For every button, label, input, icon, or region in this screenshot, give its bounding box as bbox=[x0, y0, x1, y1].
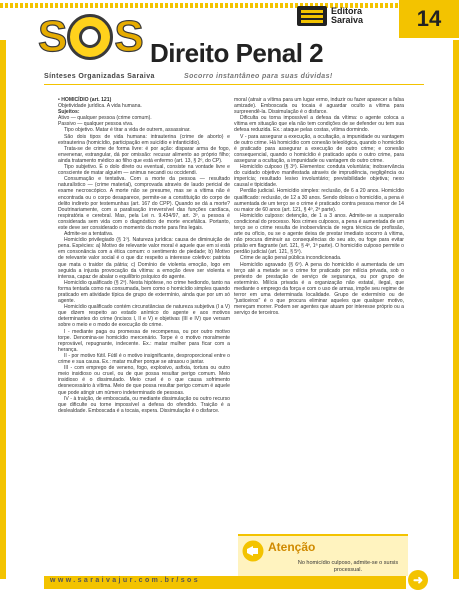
logo-s1: S bbox=[38, 12, 67, 61]
body-column-right bbox=[234, 97, 404, 316]
body-paragraph: Sujeitos: bbox=[58, 109, 80, 116]
logo-s2: S bbox=[114, 12, 143, 61]
logo-lifebuoy-icon bbox=[67, 14, 113, 60]
left-accent-bar bbox=[0, 40, 6, 599]
publisher-book-icon bbox=[297, 6, 327, 26]
body-paragraph: Homicídio culposo (§ 3º). Elementos: conduta voluntária; inobservância do cuidado objetivo manifestada através de imprudência, negligência ou imperícia; resultado lesivo involuntário; previsibilidade objetiva; nexo causal e tipicidade. bbox=[234, 164, 404, 189]
body-paragraph: Homicídio culposo: detenção, de 1 a 3 anos. Admite-se a suspensão condicional do processo. Nos crimes culposos, a pena é aumentada de um terço se o crime resulta de inobservância de regra técnica de profissão, arte ou ofício, ou se o agente deixa de prestar imediato socorro à vítima, não procura diminuir as consequências do seu ato, ou foge para evitar prisão em flagrante (art. 121, § 4º, 1ª parte). O homicídio culposo permite o perdão judicial (art. 121, § 5º). bbox=[234, 212, 404, 256]
body-paragraph: Homicídio privilegiado (§ 1º). Natureza jurídica: causa de diminuição de pena. Espécies: a) Motivo de relevante valor moral é aquele que em si está em consonância com a ética comum: o sentimento de piedade; b) Motivo de relevante valor social é o que diz respeito a interesse coletivo: patriota que mata o traidor da pátria; c) Domínio de violenta emoção, logo em seguida a injusta provocação da vítima: a emoção deve ser violenta e intensa, capaz de abalar o equilíbrio psíquico do agente. bbox=[58, 237, 230, 280]
attention-text: No homicídio culposo, admite-se o sursis processual. bbox=[297, 560, 399, 573]
body-paragraph: Perdão judicial. Homicídio simples: reclusão, de 6 a 20 anos. Homicídio qualificado: reclusão, de 12 a 30 anos. Sendo doloso o homicídio, a pena é aumentada de um terço se o crime é praticado contra pessoa menor de 14 ou maior de 60 anos (art. 121, § 4º, 2ª parte). bbox=[234, 188, 404, 213]
body-paragraph: São dois tipos de vida humana: intrauterina (crime de aborto) e extrauterina (homicídio, participação em suicídio e infanticídio). bbox=[58, 133, 230, 146]
body-paragraph: Passivo — qualquer pessoa viva. bbox=[58, 121, 134, 128]
publisher-line1: Editora bbox=[331, 6, 363, 16]
arrow-right-icon: ➜ bbox=[412, 573, 424, 587]
publisher-line2: Saraiva bbox=[331, 15, 364, 25]
attention-box bbox=[238, 534, 408, 576]
footer-url-link[interactable]: www.saraivajur.com.br/sos bbox=[50, 577, 201, 584]
attention-title: Atenção bbox=[268, 540, 316, 554]
body-paragraph: II - por motivo fútil. Fútil é o motivo insignificante, desproporcional entre o crime e sua causa. Ex.: matar mulher porque se atrasou o jantar. bbox=[58, 352, 230, 366]
tagline-divider bbox=[44, 84, 424, 85]
body-paragraph: Admite-se a tentativa. bbox=[64, 231, 114, 238]
body-paragraph: III - com emprego de veneno, fogo, explosivo, asfixia, tortura ou outro meio insidioso ou cruel, ou de que possa resultar perigo comum. Meio insidioso é o dissimulado. Meio cruel é o que causa sofrimento desnecessário à vítima. Meio de que possa resultar perigo comum é aquele que pode atingir um número indeterminado de pessoas. bbox=[58, 365, 230, 396]
body-paragraph: Dificulta ou torna impossível a defesa da vítima: o agente coloca a vítima em situação que ela não tem condições de se defender ou tem sua defesa reduzida. Ex.: ataque pelas costas, vítima dormindo. bbox=[234, 115, 404, 134]
body-paragraph: Crime de ação penal pública incondicionada. bbox=[240, 255, 342, 262]
next-page-button[interactable] bbox=[408, 570, 428, 590]
body-paragraph: I - mediante paga ou promessa de recompensa, ou por outro motivo torpe. Denomina-se homicídio mercenário. Torpe é o motivo moralmente reprovável, repugnante, indecente. Ex.: matar mulher para ficar com a herança. bbox=[58, 328, 230, 353]
sos-logo bbox=[38, 8, 143, 66]
body-column-left bbox=[58, 97, 230, 414]
body-paragraph: Tipo subjetivo. É o dolo direto ou eventual, consiste na vontade livre e consciente de matar alguém — animus necandi ou occidendi. bbox=[58, 164, 230, 177]
body-paragraph: Tipo objetivo. Matar é tirar a vida de outrem, assassinar. bbox=[64, 127, 191, 134]
body-paragraph: IV - à traição, de emboscada, ou mediante dissimulação ou outro recurso que dificulte ou torne impossível a defesa do ofendido. Traição é a deslealdade. Emboscada é a tocaia, espera. Dissimulação é o disfarce. bbox=[58, 395, 230, 414]
body-paragraph: V - para assegurar a execução, a ocultação, a impunidade ou vantagem de outro crime. Há homicídio com conexão teleológica, quando o homicídio é praticado para assegurar a execução de outro crime; e conexão consequencial, quando o homicídio é praticado após o outro crime, para assegurar a ocultação, a impunidade ou vantagem do outro crime. bbox=[234, 133, 404, 164]
megaphone-icon bbox=[242, 540, 264, 562]
series-name: Sínteses Organizadas Saraiva bbox=[44, 73, 155, 80]
body-paragraph: Trata-se de crime de forma livre: é por ação: disparar arma de fogo, envenenar, estrangular, dá por omissão: recusar alimento ao próprio filho; ainda tratamento médico ao filho que está enfermo (art. 13, § 2º, do CP). bbox=[58, 145, 230, 164]
body-paragraph: Consumação e tentativa. Com a morte da pessoa — resultado naturalístico — (crime material), comprovada através de laudo pericial de exame necroscópico. A morte não se presume, mas se a vítima não é encontrada ou o corpo desaparece, permite-se a constituição do corpo de delito indireto por testemunhas (art. 167 do CPP). Quando se dá a morte? Doutrinariamente, com a paralisação irreversível das funções cardíaca, respiratória e cerebral. Mas, pela Lei n. 9.434/97, art. 3º, a pessoa é considerada sem vida com o diagnóstico de morte encefálica. Portanto, este deve ser considerado o momento da morte para fins legais. bbox=[58, 176, 230, 231]
tagline: Socorro instantâneo para suas dúvidas! bbox=[184, 73, 333, 80]
body-paragraph: Homicídio agravado (§ 6º). A pena do homicídio é aumentada de um terço até a metade se o crime for praticado por milícia privada, sob o pretexto de prestação de serviço de segurança, ou por grupo de extermínio. Milícia privada é a organização não estatal, ilegal, que mediante o emprego da força e com o uso de armas, impõe seu regime de terror em uma determinada localidade. Grupo de extermínio ou de "justiceiros" é o que procura eliminar aqueles que qualquer motivo, mereçam morrer. Podem ser agentes que atuam por interesse próprio ou a serviço de terceiros. bbox=[234, 261, 404, 317]
series-tagline-row bbox=[44, 70, 424, 84]
page-number: 14 bbox=[399, 0, 459, 38]
body-paragraph: Ativo — qualquer pessoa (crime comum). bbox=[58, 115, 152, 122]
right-accent-bar bbox=[453, 40, 459, 599]
body-paragraph: moral (atrair a vítima para um lugar ermo, induzir ou fazer aparecer a falsa amizade). Emboscada ou tocaia é aguardar oculto a vítima para surpreendê-la. Dissimulação é o disfarce. bbox=[234, 97, 404, 116]
body-paragraph: Homicídio qualificado (§ 2º). Nesta hipótese, no crime hediondo, tanto na forma tentada como na consumada, bem como o homicídio simples quando praticado em atividade típica de grupo de extermínio, ainda que por um só agente. bbox=[58, 279, 230, 305]
page-title: Direito Penal 2 bbox=[150, 38, 324, 68]
body-paragraph: Objetividade jurídica. A vida humana. bbox=[58, 103, 142, 110]
body-paragraph: Homicídio qualificado contém circunstâncias de natureza subjetiva (I a V) que dizem respeito ao estado anímico do agente e aos motivos determinantes do crime (incisos I, II e V) e objetivas (III e IV) que versam sobre o meio e o modo de execução do crime. bbox=[58, 304, 230, 329]
body-paragraph: • HOMICÍDIO (art. 121) bbox=[58, 97, 112, 103]
publisher-brand bbox=[297, 6, 363, 26]
